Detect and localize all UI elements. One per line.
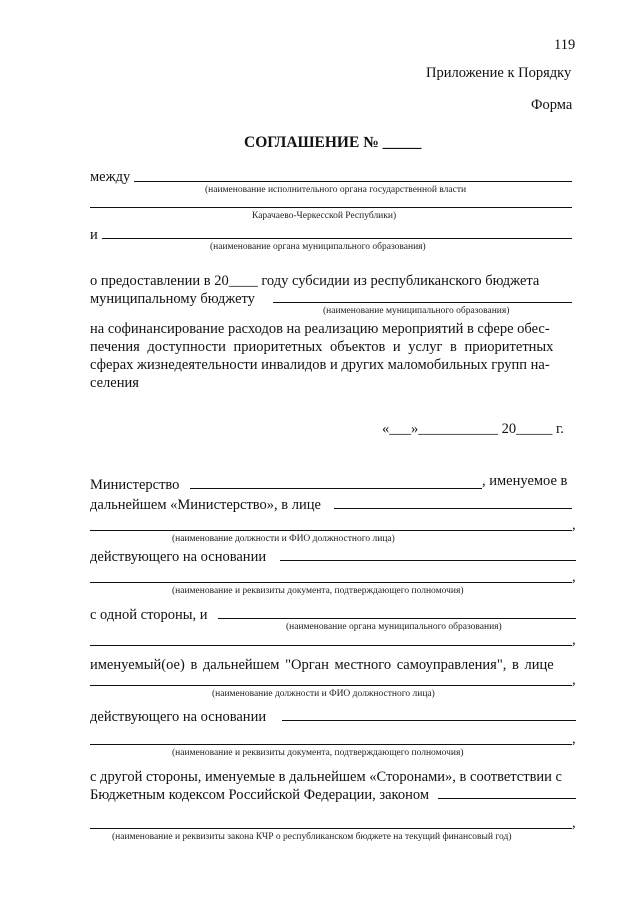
purpose-line-3: сферах жизнедеятельности инвалидов и других маломобильных групп на- [90, 357, 550, 373]
ministry-hereinafter: дальнейшем «Министерство», в лице [90, 497, 321, 513]
local-gov-line: именуемый(ое) в дальнейшем "Орган местного самоуправления", в лице [90, 657, 554, 673]
hint-position-fio-2: (наименование должности и ФИО должностного лица) [212, 689, 435, 699]
acting-basis-line-2[interactable] [282, 720, 576, 721]
municipal-body-line-2[interactable] [218, 618, 576, 619]
other-side-line-1: с другой стороны, именуемые в дальнейшем «Сторонами», в соответствии с [90, 769, 562, 785]
and-word: и [90, 227, 98, 243]
hint-document-2: (наименование и реквизиты документа, подтверждающего полномочия) [172, 748, 464, 758]
subsidy-line-2: муниципальному бюджету [90, 291, 255, 307]
municipality-line[interactable] [273, 302, 572, 303]
hint-republic: Карачаево-Черкесской Республики) [252, 211, 397, 221]
document-line[interactable] [90, 582, 572, 583]
hint-position-fio: (наименование должности и ФИО должностного лица) [172, 534, 395, 544]
purpose-line-1: на софинансирование расходов на реализацию мероприятий в сфере обес- [90, 321, 550, 337]
position-fio-line[interactable] [90, 530, 572, 531]
executive-body-line[interactable] [134, 181, 572, 182]
page-number: 119 [554, 37, 576, 53]
hint-law: (наименование и реквизиты закона КЧР о республиканском бюджете на текущий финансовый год) [112, 832, 512, 842]
municipal-body-line[interactable] [102, 238, 572, 239]
hint-municipal-body-2: (наименование органа муниципального образования) [286, 622, 502, 632]
acting-basis: действующего на основании [90, 549, 267, 565]
municipal-body-line-3[interactable] [90, 645, 572, 646]
comma-6: , [572, 815, 576, 831]
hint-municipality: (наименование муниципального образования) [323, 306, 510, 316]
position-fio-line-2[interactable] [90, 685, 572, 686]
between-word: между [90, 169, 131, 185]
comma-1: , [572, 517, 576, 533]
hint-municipal-body: (наименование органа муниципального образования) [210, 242, 426, 252]
comma-3: , [572, 632, 576, 648]
ministry-name-line[interactable] [190, 488, 482, 489]
acting-basis-2: действующего на основании [90, 709, 267, 725]
ministry-word: Министерство [90, 477, 180, 493]
comma-2: , [572, 569, 576, 585]
one-side: с одной стороны, и [90, 607, 208, 623]
ministry-represented-line[interactable] [334, 508, 572, 509]
hint-executive-body: (наименование исполнительного органа государственной власти [205, 185, 467, 195]
hint-document: (наименование и реквизиты документа, подтверждающего полномочия) [172, 586, 464, 596]
document-title: СОГЛАШЕНИЕ № _____ [244, 134, 422, 151]
date-line[interactable]: «___»___________ 20_____ г. [382, 421, 564, 437]
executive-body-line-2[interactable] [90, 207, 572, 208]
comma-4: , [572, 672, 576, 688]
subsidy-line-1: о предоставлении в 20____ году субсидии из республиканского бюджета [90, 273, 540, 289]
ministry-named: , именуемое в [482, 473, 568, 489]
purpose-line-4: селения [90, 375, 139, 391]
acting-basis-line[interactable] [280, 560, 576, 561]
form-label: Форма [531, 97, 573, 113]
appendix-label: Приложение к Порядку [426, 65, 572, 81]
other-side-line-2: Бюджетным кодексом Российской Федерации, законом [90, 787, 429, 803]
document-line-2[interactable] [90, 744, 572, 745]
law-line-2[interactable] [90, 828, 572, 829]
comma-5: , [572, 731, 576, 747]
purpose-line-2: печения доступности приоритетных объектов и услуг в приоритетных [90, 339, 554, 355]
law-line[interactable] [438, 798, 576, 799]
